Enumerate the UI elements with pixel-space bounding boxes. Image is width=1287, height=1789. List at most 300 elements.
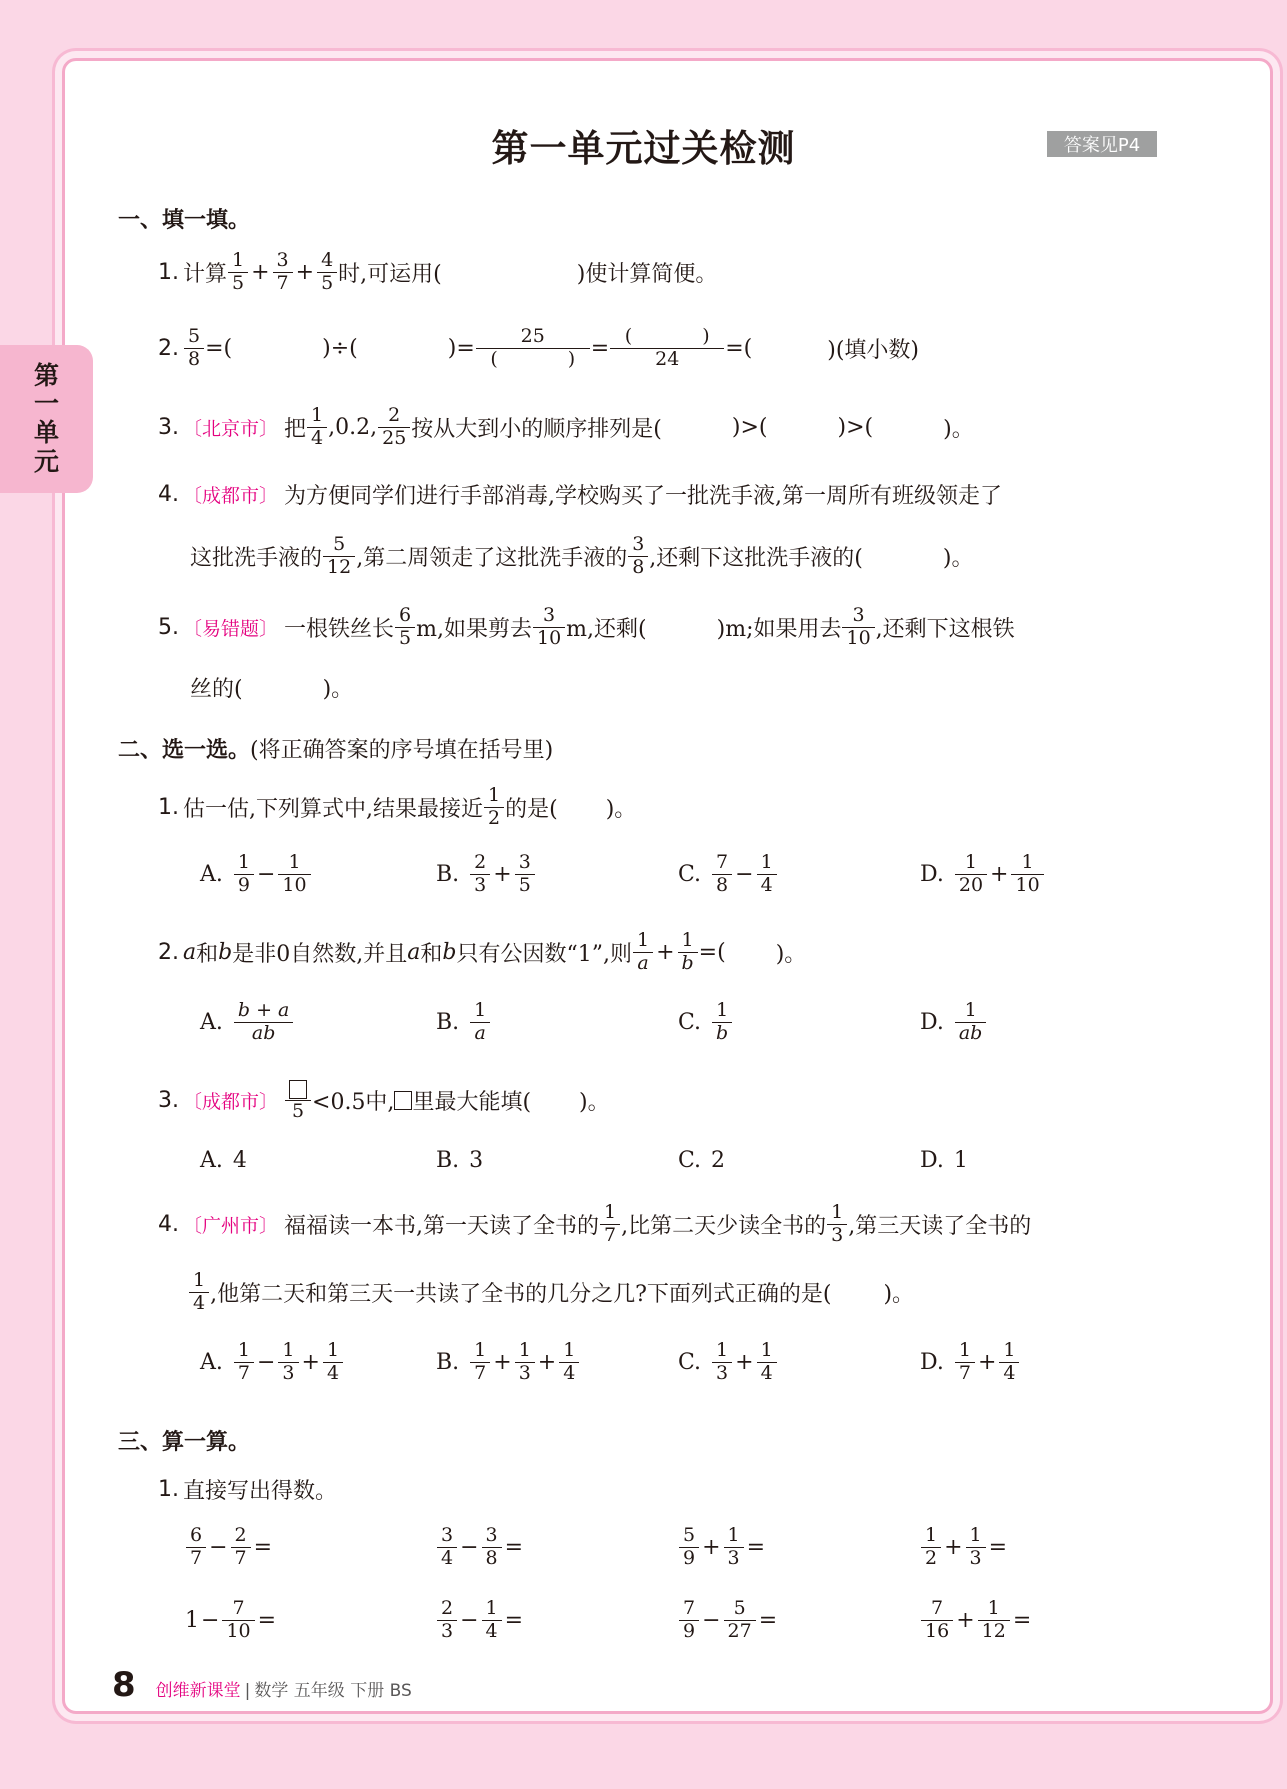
numerator: 3 — [632, 533, 645, 555]
denominator: 24 — [610, 348, 724, 371]
question-text: ,0.2, — [328, 414, 378, 440]
numerator: 1 — [237, 1339, 250, 1361]
question-1-1: 1. 计算 $\frac{1}{5}$ + $\frac{3}{7}$ + $\frac{4}{5}$ 时,可运用( )使计算简便。 — [158, 249, 718, 294]
mental-math-item[interactable] — [920, 1598, 1033, 1643]
fraction — [517, 852, 533, 897]
numerator: 1 — [831, 1201, 844, 1223]
numerator: 2 — [388, 404, 401, 426]
option-c[interactable] — [678, 1340, 778, 1385]
mental-math-item[interactable] — [436, 1525, 525, 1570]
fraction — [681, 1598, 697, 1643]
operator: = — [257, 1607, 277, 1633]
denominator: ab — [955, 1022, 987, 1045]
fraction — [233, 1525, 249, 1570]
denominator: 4 — [999, 1362, 1019, 1385]
denominator: 25 — [378, 427, 410, 450]
operator: + — [956, 1607, 975, 1633]
question-text: 为方便同学们进行手部消毒,学校购买了一批洗手液,第一周所有班级领走了 — [284, 484, 1003, 509]
mental-math-item[interactable] — [185, 1598, 278, 1643]
question-text: )m;如果用去 — [716, 616, 842, 642]
denominator: 8 — [184, 348, 204, 371]
question-text: <0.5中, — [312, 1089, 395, 1115]
fraction — [844, 605, 872, 650]
question-text: =( — [205, 335, 233, 361]
operator: + — [735, 1349, 754, 1375]
numerator: 25 — [520, 325, 545, 347]
question-number: 1. — [158, 1477, 179, 1502]
fraction — [630, 534, 646, 579]
section-2-heading — [118, 733, 553, 764]
question-1-4 — [158, 479, 1002, 510]
numerator: 1 — [232, 249, 245, 271]
page-footer — [112, 1665, 412, 1705]
option-label: B. — [436, 1148, 460, 1173]
denominator — [476, 348, 590, 371]
question-1-5-line2 — [190, 672, 353, 703]
denominator: 8 — [628, 556, 648, 579]
variable: a — [407, 939, 421, 965]
denominator: 8 — [482, 1547, 502, 1570]
numerator: 1 — [987, 1597, 1000, 1619]
operator: = — [504, 1534, 524, 1560]
denominator: 10 — [842, 627, 874, 650]
question-text: 时,可运用( — [338, 261, 442, 287]
fraction — [236, 1340, 252, 1385]
option-label: B. — [436, 1349, 460, 1375]
numerator: 7 — [931, 1597, 944, 1619]
question-text: 和 — [420, 941, 443, 967]
numerator: 1 — [282, 1339, 295, 1361]
numerator: 5 — [333, 533, 346, 555]
question-text: )。 — [579, 1089, 610, 1115]
option-value: 3 — [469, 1148, 484, 1173]
section-1-heading: 一、填一填。 — [118, 208, 251, 233]
fraction — [486, 785, 502, 830]
operator: − — [460, 1607, 479, 1633]
denominator: 7 — [186, 1547, 206, 1570]
fraction — [325, 1340, 341, 1385]
numerator: 3 — [852, 604, 865, 626]
numerator: 6 — [190, 1524, 203, 1546]
denominator: 5 — [395, 627, 415, 650]
denominator: 7 — [273, 272, 293, 295]
numerator: 1 — [958, 1339, 971, 1361]
operator: + — [944, 1534, 963, 1560]
question-text: )(填小数) — [827, 337, 919, 363]
question-text: )÷( — [322, 335, 358, 361]
fraction — [439, 1525, 455, 1570]
footer-separator: | — [244, 1681, 251, 1701]
question-text: ,比第二天少读全书的 — [621, 1213, 827, 1239]
paren: ) — [567, 347, 576, 370]
question-text: 里最大能填( — [412, 1089, 532, 1115]
question-text: 只有公因数“1”,则 — [456, 941, 632, 967]
variable: a — [183, 939, 197, 965]
numerator: 3 — [485, 1524, 498, 1546]
option-label: C. — [678, 1349, 702, 1375]
operator: − — [209, 1534, 228, 1560]
question-number: 1. — [158, 794, 179, 820]
denominator: 3 — [724, 1547, 744, 1570]
option-d[interactable] — [920, 1340, 1020, 1385]
numerator: 1 — [964, 851, 977, 873]
option-value: 1 — [953, 1148, 968, 1173]
operator: − — [201, 1607, 220, 1633]
fraction — [561, 1340, 577, 1385]
denominator: 4 — [437, 1547, 457, 1570]
question-text: m,如果剪去 — [416, 616, 532, 642]
question-text: 直接写出得数。 — [183, 1479, 338, 1504]
paren: ( — [624, 325, 633, 347]
mental-math-item[interactable] — [678, 1525, 767, 1570]
question-2-4 — [158, 1202, 1031, 1247]
question-3-1 — [158, 1474, 337, 1505]
denominator: 3 — [827, 1224, 847, 1247]
fraction — [957, 852, 985, 897]
operator: + — [702, 1534, 721, 1560]
fraction — [188, 1525, 204, 1570]
fraction — [478, 326, 588, 371]
option-d[interactable] — [920, 1148, 968, 1173]
brand-name: 创维新课堂 — [155, 1681, 241, 1701]
question-text: )>( — [837, 414, 874, 440]
mental-math-item[interactable] — [920, 1525, 1009, 1570]
source-tag: 〔易错题〕 — [183, 617, 279, 640]
mental-math-item[interactable] — [678, 1598, 779, 1643]
source-tag: 〔成都市〕 — [183, 485, 279, 507]
question-2-1 — [158, 785, 636, 830]
denominator: 4 — [307, 427, 327, 450]
question-number: 3. — [158, 414, 179, 440]
fraction — [957, 1340, 973, 1385]
question-1-2 — [158, 326, 919, 371]
question-text: 把 — [284, 416, 307, 442]
numerator-box — [287, 1078, 309, 1100]
denominator: 10 — [278, 874, 310, 897]
numerator: b + a — [237, 999, 290, 1021]
option-value: 4 — [232, 1148, 247, 1173]
denominator: 10 — [1011, 874, 1043, 897]
option-b[interactable] — [436, 1340, 580, 1385]
numerator: 1 — [1003, 1339, 1016, 1361]
fraction — [484, 1525, 500, 1570]
option-b[interactable] — [436, 1000, 491, 1045]
question-number: 4. — [158, 1211, 179, 1237]
question-text: 丝的( — [190, 677, 243, 702]
fraction — [759, 1340, 775, 1385]
question-text: 估一估,下列算式中,结果最接近 — [183, 796, 483, 822]
denominator: 12 — [978, 1620, 1010, 1643]
denominator: 5 — [285, 1100, 311, 1123]
fraction — [681, 1525, 697, 1570]
denominator: 3 — [278, 1362, 298, 1385]
option-label: D. — [920, 861, 944, 887]
numerator: 2 — [441, 1597, 454, 1619]
denominator: 2 — [484, 807, 504, 830]
numerator: 1 — [193, 1269, 206, 1291]
fraction — [191, 1270, 207, 1315]
denominator: 7 — [600, 1224, 620, 1247]
operator: = — [746, 1534, 766, 1560]
numerator: 6 — [399, 604, 412, 626]
fraction — [759, 852, 775, 897]
denominator: 4 — [482, 1620, 502, 1643]
square-box-icon — [289, 1080, 307, 1099]
fraction — [726, 1598, 754, 1643]
page-number: 8 — [112, 1665, 136, 1705]
fraction — [186, 326, 202, 371]
numerator: 5 — [683, 1524, 696, 1546]
fraction — [230, 250, 246, 295]
section-title: 二、选一选。 — [118, 738, 251, 763]
option-label: C. — [678, 861, 702, 887]
question-number: 2. — [158, 939, 179, 965]
numerator: 1 — [969, 1524, 982, 1546]
denominator: a — [470, 1022, 490, 1045]
question-text: ,第二周领走了这批洗手液的 — [356, 545, 628, 571]
fraction — [612, 326, 722, 371]
fraction — [484, 1598, 500, 1643]
question-text: ,他第二天和第三天一共读了全书的几分之几?下面列式正确的是( — [210, 1281, 832, 1307]
fraction — [923, 1525, 939, 1570]
operator: + — [301, 1349, 320, 1375]
fraction — [517, 1340, 533, 1385]
numerator: 1 — [925, 1524, 938, 1546]
question-number: 1. — [158, 259, 179, 285]
fraction — [280, 1340, 296, 1385]
question-text: =( — [698, 939, 726, 965]
numerator: 5 — [733, 1597, 746, 1619]
fraction — [829, 1202, 845, 1247]
question-number: 2. — [158, 335, 179, 361]
option-d[interactable] — [920, 1000, 987, 1045]
question-text: )。 — [322, 677, 354, 702]
question-text: )>( — [731, 414, 768, 440]
numerator: 1 — [518, 1339, 531, 1361]
numerator: 3 — [276, 249, 289, 271]
source-tag: 〔广州市〕 — [183, 1214, 279, 1237]
denominator: 10 — [533, 627, 565, 650]
fraction — [923, 1598, 951, 1643]
question-1-5 — [158, 605, 1015, 650]
fraction — [472, 852, 488, 897]
numerator: 1 — [474, 999, 487, 1021]
option-label: B. — [436, 1009, 460, 1035]
numerator: 1 — [636, 929, 650, 951]
option-label: C. — [678, 1009, 702, 1035]
question-1-3 — [158, 405, 974, 450]
numerator: 2 — [234, 1524, 247, 1546]
option-a[interactable] — [200, 1000, 294, 1045]
numerator: 7 — [683, 1597, 696, 1619]
operator: = — [988, 1534, 1008, 1560]
numerator — [623, 326, 712, 348]
answer-reference-badge: 答案见P4 — [1047, 131, 1157, 157]
denominator: 5 — [317, 272, 337, 295]
question-2-4-line2 — [188, 1270, 914, 1315]
denominator: 5 — [515, 874, 535, 897]
numerator: 1 — [1021, 851, 1034, 873]
denominator: 3 — [437, 1620, 457, 1643]
question-text: )使计算简便。 — [576, 261, 718, 287]
numerator: 2 — [474, 851, 487, 873]
denominator: 7 — [234, 1362, 254, 1385]
denominator: a — [633, 952, 653, 975]
denominator: 12 — [323, 556, 355, 579]
fraction — [380, 405, 408, 450]
fraction — [957, 1000, 985, 1045]
mental-math-item[interactable] — [436, 1598, 525, 1643]
option-value: 2 — [711, 1148, 726, 1173]
fraction — [535, 605, 563, 650]
section-note: (将正确答案的序号填在括号里) — [250, 738, 554, 763]
numerator: 1 — [488, 784, 501, 806]
option-label: D. — [920, 1349, 944, 1375]
numerator: 1 — [237, 851, 250, 873]
question-text: 计算 — [183, 261, 228, 287]
numerator: 1 — [485, 1597, 498, 1619]
denominator: 3 — [712, 1362, 732, 1385]
numerator: 1 — [681, 929, 694, 951]
question-number: 5. — [158, 614, 179, 640]
source-tag: 〔成都市〕 — [183, 1090, 279, 1113]
book-info: 数学 五年级 下册 BS — [254, 1681, 412, 1701]
option-label: B. — [436, 861, 460, 887]
question-text: 一根铁丝长 — [284, 616, 395, 642]
option-label: A. — [200, 1349, 223, 1375]
question-1-4-line2 — [190, 534, 973, 579]
denominator: 7 — [470, 1362, 490, 1385]
fraction — [968, 1525, 984, 1570]
denominator: 10 — [222, 1620, 254, 1643]
fraction — [309, 405, 325, 450]
question-2-2 — [158, 930, 806, 975]
mental-math-item[interactable] — [185, 1525, 274, 1570]
section-3-heading: 三、算一算。 — [118, 1430, 251, 1455]
question-text: 的是( — [505, 796, 558, 822]
fraction — [287, 1078, 309, 1123]
numerator: 1 — [727, 1524, 740, 1546]
option-label: A. — [200, 1009, 223, 1035]
question-text: 福福读一本书,第一天读了全书的 — [284, 1213, 600, 1239]
fraction — [714, 1000, 730, 1045]
option-c[interactable] — [678, 852, 778, 897]
question-text: ,还剩下这批洗手液的( — [649, 545, 863, 571]
option-c[interactable] — [678, 1000, 733, 1045]
option-b[interactable] — [436, 852, 536, 897]
option-label: C. — [678, 1148, 702, 1173]
fraction — [1013, 852, 1041, 897]
option-a[interactable] — [200, 1340, 344, 1385]
paren: ( — [490, 347, 498, 370]
denominator: 7 — [955, 1362, 975, 1385]
numerator: 1 — [760, 851, 773, 873]
operator: + — [537, 1349, 557, 1375]
operator: + — [493, 1349, 512, 1375]
option-label: D. — [920, 1148, 944, 1173]
question-text: 是非0自然数,并且 — [232, 941, 408, 967]
numerator: 7 — [716, 851, 729, 873]
numerator: 4 — [321, 249, 334, 271]
denominator: 27 — [724, 1620, 756, 1643]
denominator: 9 — [679, 1620, 699, 1643]
numerator: 1 — [474, 1339, 487, 1361]
variable: b — [218, 939, 233, 965]
denominator: 4 — [757, 874, 777, 897]
option-c[interactable] — [678, 1148, 725, 1173]
numerator: 1 — [288, 851, 301, 873]
denominator: 9 — [234, 874, 254, 897]
operator: − — [460, 1534, 479, 1560]
page-title: 第一单元过关检测 — [491, 127, 796, 170]
question-text: = — [590, 335, 610, 361]
fraction — [714, 852, 730, 897]
question-text: )。 — [775, 941, 807, 967]
option-label: A. — [200, 861, 223, 887]
fraction — [472, 1000, 488, 1045]
operator: = — [758, 1607, 778, 1633]
paren: ) — [702, 325, 710, 347]
operator: + — [990, 861, 1009, 887]
fraction — [980, 1598, 1008, 1643]
option-a[interactable] — [200, 1148, 247, 1173]
question-text: =( — [725, 335, 753, 361]
denominator: 9 — [679, 1547, 699, 1570]
question-text: )。 — [605, 796, 637, 822]
fraction — [224, 1598, 252, 1643]
option-d[interactable] — [920, 852, 1045, 897]
fraction — [680, 930, 696, 975]
option-a[interactable] — [200, 852, 312, 897]
operator: = — [253, 1534, 273, 1560]
denominator: 4 — [189, 1292, 209, 1315]
question-text: )= — [447, 335, 475, 361]
question-text: ,第三天读了全书的 — [848, 1213, 1032, 1239]
fraction — [280, 852, 308, 897]
unit-tab-char: 第 — [33, 360, 59, 390]
numerator: 1 — [760, 1339, 773, 1361]
fraction — [714, 1340, 730, 1385]
fraction — [472, 1340, 488, 1385]
square-box-icon — [394, 1091, 412, 1110]
unit-tab-char: 一 — [33, 389, 59, 419]
fraction — [602, 1202, 618, 1247]
operator: + — [977, 1349, 997, 1375]
numerator: 1 — [563, 1339, 576, 1361]
denominator: ab — [234, 1022, 294, 1045]
denominator: b — [678, 952, 698, 975]
question-number: 3. — [158, 1087, 179, 1113]
question-text: m,还剩( — [566, 616, 647, 642]
denominator: 16 — [921, 1620, 953, 1643]
question-number: 4. — [158, 482, 179, 507]
unit-side-tab — [0, 345, 93, 493]
operator: = — [504, 1607, 524, 1633]
question-2-3 — [158, 1078, 610, 1123]
question-text: )。 — [943, 416, 974, 442]
unit-tab-char: 元 — [33, 446, 59, 476]
fraction — [236, 1000, 292, 1045]
numerator: 1 — [604, 1201, 617, 1223]
fraction — [236, 852, 252, 897]
fraction — [635, 930, 651, 975]
option-b[interactable] — [436, 1148, 483, 1173]
source-tag: 〔北京市〕 — [183, 417, 279, 440]
denominator: 5 — [228, 272, 248, 295]
denominator: 3 — [515, 1362, 535, 1385]
numerator: 3 — [518, 851, 531, 873]
question-text: )。 — [942, 545, 974, 571]
